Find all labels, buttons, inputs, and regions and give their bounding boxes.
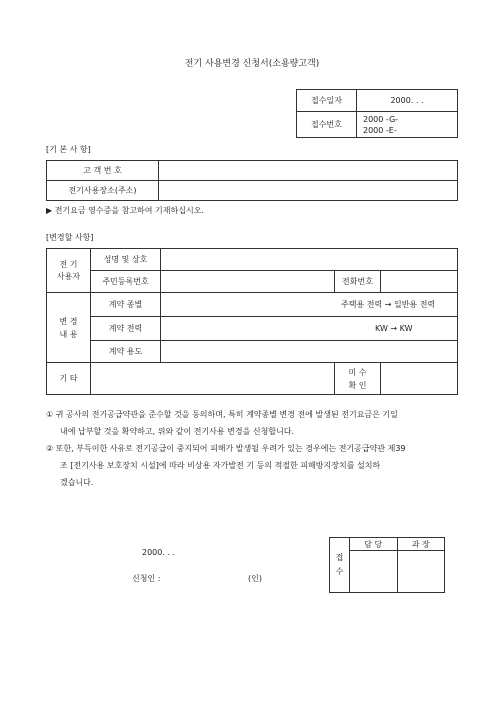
contract-use-label: 계약 용도 bbox=[91, 341, 161, 363]
clause-2-line-1: ② 또한, 부득이한 사유로 전기공급이 중지되어 피해가 발생될 우려가 있는 경우에는 전기공급약관 제39 bbox=[46, 444, 406, 453]
etc-field[interactable] bbox=[91, 363, 335, 395]
content-group-label bbox=[47, 293, 91, 363]
receipt-number-value[interactable] bbox=[357, 112, 458, 138]
applicant-label: 신청인 : bbox=[132, 574, 161, 583]
receipt-date-value[interactable]: 2000. . . bbox=[357, 90, 458, 112]
clause-1-line-1: ① 귀 공사의 전기공급약관을 준수할 것을 동의하며, 특히 계약종별 변경 전에 발생된 전기요금은 기일 bbox=[46, 410, 398, 419]
contract-type-label: 계약 종별 bbox=[91, 293, 161, 317]
approval-manager-sign[interactable] bbox=[397, 551, 445, 593]
etc-label: 기 타 bbox=[47, 363, 91, 395]
contract-power-value[interactable]: KW → KW bbox=[161, 317, 458, 341]
basic-table bbox=[46, 160, 458, 201]
approval-label-line-2: 수 bbox=[335, 567, 344, 576]
unconfirmed-line-1: 미 수 bbox=[348, 367, 367, 377]
basic-section-heading: [기 본 사 항] bbox=[46, 145, 91, 154]
unconfirmed-label bbox=[335, 363, 381, 395]
contract-power-label: 계약 전력 bbox=[91, 317, 161, 341]
name-label: 성명 및 상호 bbox=[91, 249, 161, 271]
user-label-line-2: 사용자 bbox=[56, 271, 81, 281]
receipt-number-line-2: 2000 -E- bbox=[363, 125, 397, 135]
contract-type-value[interactable]: 주택용 전력 → 일반용 전력 bbox=[161, 293, 458, 317]
contract-use-field[interactable] bbox=[161, 341, 458, 363]
receipt-table bbox=[296, 89, 458, 138]
change-table bbox=[46, 248, 458, 395]
phone-field[interactable] bbox=[381, 271, 458, 293]
approval-staff-sign[interactable] bbox=[350, 551, 398, 593]
phone-label: 전화번호 bbox=[335, 271, 381, 293]
basic-note: ▶ 전기요금 영수증을 참고하여 기재하십시오. bbox=[46, 206, 204, 215]
approval-label-line-1: 접 bbox=[335, 553, 344, 562]
form-title: 전기 사용변경 신청서(소용량고객) bbox=[184, 59, 320, 69]
unconfirmed-line-2: 확 인 bbox=[348, 380, 367, 390]
user-label-line-1: 전 기 bbox=[59, 259, 78, 269]
clauses bbox=[46, 406, 466, 491]
approval-col-staff: 담 당 bbox=[350, 538, 398, 551]
customer-number-field[interactable] bbox=[159, 161, 458, 181]
clause-2-line-2: 조 [전기사용 보호장치 시설]에 따라 비상용 자가발전 기 등의 적절한 피해방지장치를 설치하 bbox=[60, 461, 381, 470]
approval-label bbox=[330, 538, 350, 593]
location-label: 전기사용장소(주소) bbox=[47, 181, 159, 201]
content-label-line-2: 내 용 bbox=[59, 329, 78, 339]
content-label-line-1: 변 경 bbox=[59, 316, 78, 326]
unconfirmed-field[interactable] bbox=[381, 363, 458, 395]
change-section-heading: [변경할 사항] bbox=[46, 233, 94, 242]
location-field[interactable] bbox=[159, 181, 458, 201]
clause-2-line-3: 겠습니다. bbox=[60, 478, 94, 487]
clause-1-line-2: 내에 납부할 것을 확약하고, 위와 같이 전기사용 변경을 신청합니다. bbox=[60, 427, 295, 436]
approval-table bbox=[329, 537, 445, 593]
sign-date: 2000. . . bbox=[142, 548, 176, 557]
receipt-number-line-1: 2000 -G- bbox=[363, 114, 399, 124]
name-field[interactable] bbox=[161, 249, 458, 271]
customer-number-label: 고 객 번 호 bbox=[47, 161, 159, 181]
approval-col-manager: 과 장 bbox=[397, 538, 445, 551]
receipt-date-label: 접수일자 bbox=[297, 90, 357, 112]
user-group-label bbox=[47, 249, 91, 293]
receipt-number-label: 접수번호 bbox=[297, 112, 357, 138]
seal-mark: (인) bbox=[248, 574, 262, 583]
reg-number-label: 주민등록번호 bbox=[91, 271, 161, 293]
reg-number-field[interactable] bbox=[161, 271, 335, 293]
